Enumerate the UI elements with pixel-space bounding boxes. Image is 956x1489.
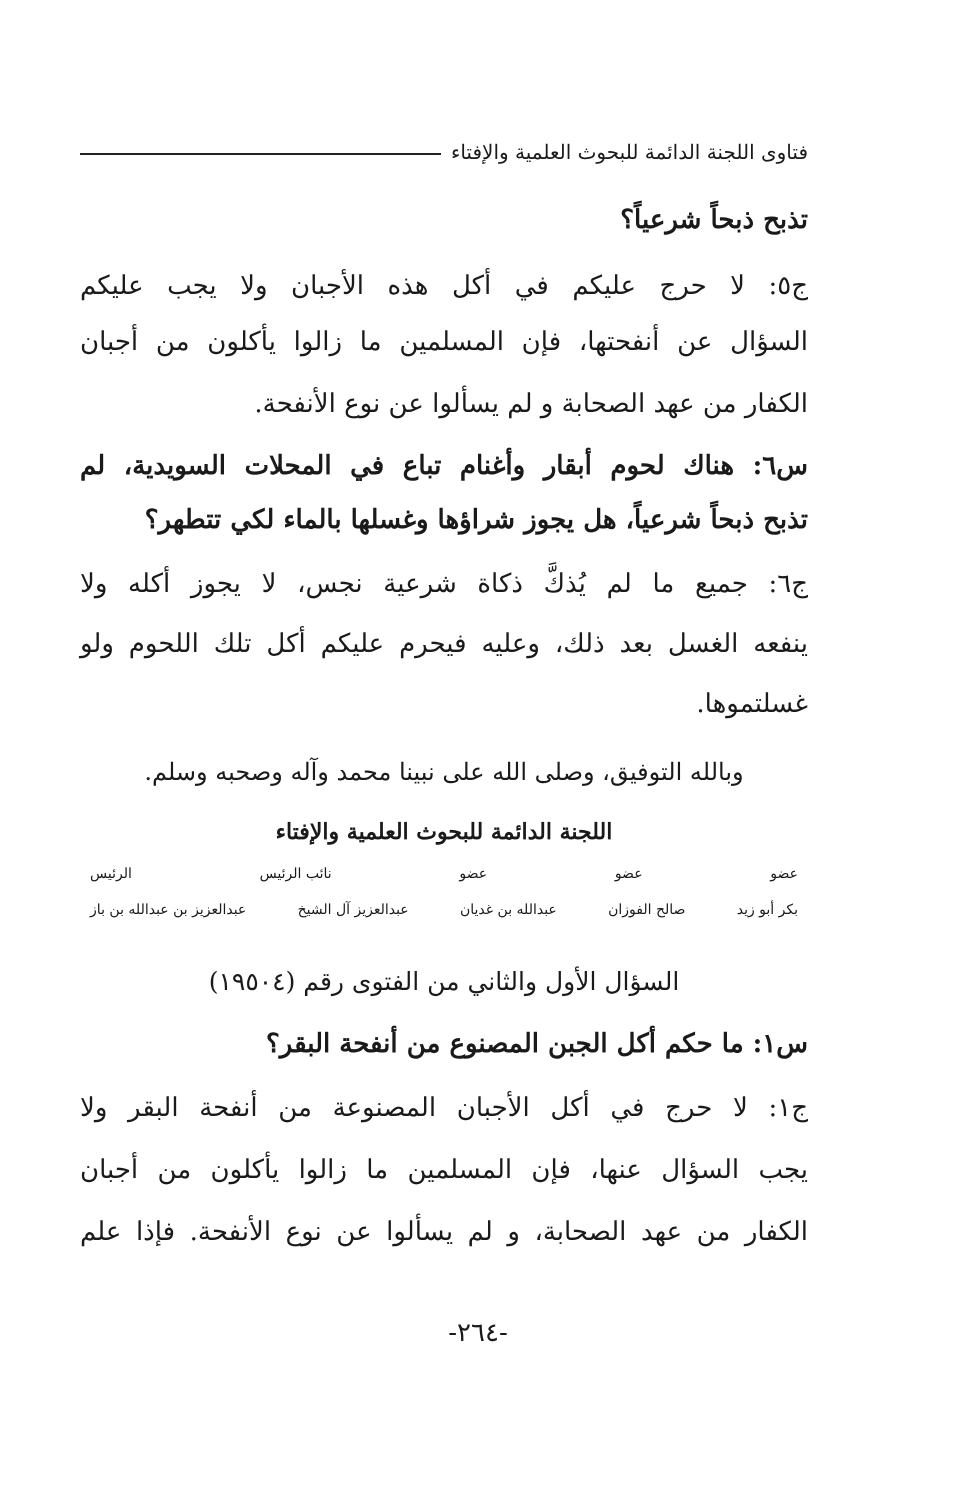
answer-6-line-2: ينفعه الغسل بعد ذلك، وعليه فيحرم عليكم أكل تلك اللحوم ولو: [80, 629, 809, 659]
header-rule: [80, 153, 441, 155]
signatory-name: عبدالله بن غديان: [459, 902, 557, 918]
signatory-names: [90, 902, 798, 918]
signatory-role: نائب الرئيس: [259, 866, 332, 882]
signatory-role: عضو: [614, 866, 643, 882]
fatwa-heading: السؤال الأول والثاني من الفتوى رقم (١٩٥٠٤): [208, 967, 680, 996]
running-header: [80, 132, 808, 172]
question-6-line-1: س٦: هناك لحوم أبقار وأغنام تباع في المحلات السويدية، لم: [80, 451, 808, 481]
page-number: -٢٦٤-: [448, 1318, 508, 1348]
question-6-line-2: تذبح ذبحاً شرعياً، هل يجوز شراؤها وغسلها بالماء لكي تتطهر؟: [144, 505, 808, 535]
question-1: س١: ما حكم أكل الجبن المصنوع من أنفحة البقر؟: [265, 1029, 808, 1059]
answer-6-line-3: غسلتموها.: [696, 689, 808, 719]
signatory-name: عبدالعزيز بن عبدالله بن باز: [90, 902, 247, 918]
running-title: فتاوى اللجنة الدائمة للبحوث العلمية والإفتاء: [450, 140, 808, 164]
answer-5-line-2: السؤال عن أنفحتها، فإن المسلمين ما زالوا يأكلون من أجبان: [80, 327, 808, 357]
answer-1-line-1: ج١: لا حرج في أكل الأجبان المصنوعة من أنفحة البقر ولا: [80, 1093, 808, 1123]
signatory-role: الرئيس: [90, 866, 132, 882]
signatory-role: عضو: [459, 866, 488, 882]
signatory-role: عضو: [770, 866, 798, 882]
answer-1-line-3: الكفار من عهد الصحابة، و لم يسألوا عن نوع الأنفحة. فإذا علم: [80, 1217, 808, 1247]
committee-title: اللجنة الدائمة للبحوث العلمية والإفتاء: [275, 819, 613, 845]
signatory-name: بكر أبو زيد: [736, 902, 798, 918]
signatory-name: عبدالعزيز آل الشيخ: [297, 902, 409, 918]
question-5-tail: تذبح ذبحاً شرعياً؟: [620, 205, 808, 235]
answer-1-line-2: يجب السؤال عنها، فإن المسلمين ما زالوا يأكلون من أجبان: [80, 1155, 808, 1185]
signatory-roles: [90, 866, 798, 882]
signatory-name: صالح الفوزان: [608, 902, 686, 918]
answer-5-line-1: ج٥: لا حرج عليكم في أكل هذه الأجبان ولا يجب عليكم: [80, 271, 808, 301]
answer-6-line-1: ج٦: جميع ما لم يُذكَّ ذكاة شرعية نجس، لا يجوز أكله ولا: [80, 569, 808, 599]
closing-formula: وبالله التوفيق، وصلى الله على نبينا محمد وآله وصحبه وسلم.: [144, 758, 744, 786]
answer-5-line-3: الكفار من عهد الصحابة و لم يسألوا عن نوع الأنفحة.: [254, 389, 808, 419]
